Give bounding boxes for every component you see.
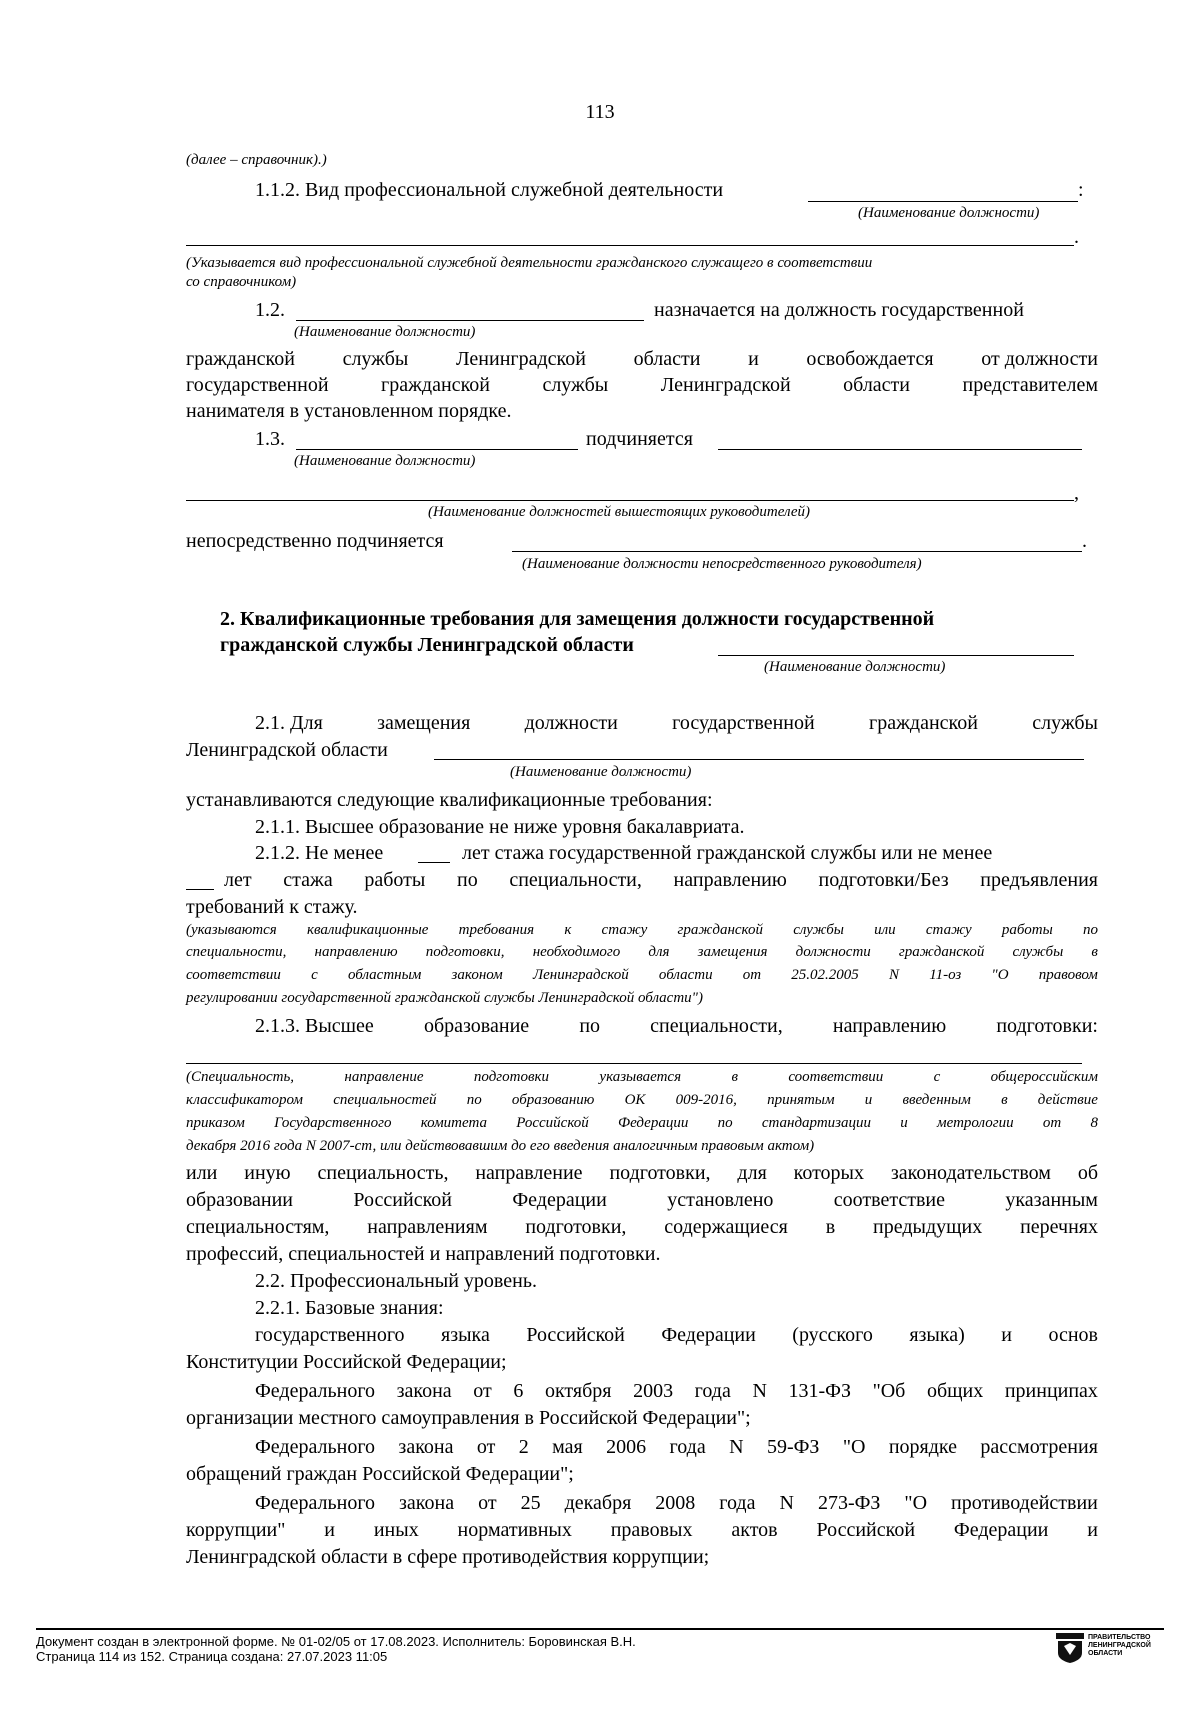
line-continuation: (далее – справочник).) bbox=[186, 152, 327, 168]
field-caption: (Наименование должности непосредственного руководителя) bbox=[522, 556, 922, 572]
paragraph-line: гражданской службы Ленинградской области и освобождается от должности bbox=[186, 348, 1098, 370]
field-caption: со справочником) bbox=[186, 274, 297, 290]
field-caption: (Наименование должности) bbox=[764, 659, 946, 675]
punct: . bbox=[1074, 226, 1079, 248]
footer-doc-info: Документ создан в электронной форме. № 01-02/05 от 17.08.2023. Исполнитель: Боровинская В.Н. bbox=[36, 1634, 636, 1649]
paragraph-line: 2.1.3. Высшее образование по специальности, направлению подготовки: bbox=[255, 1015, 1098, 1037]
blank-line bbox=[296, 320, 644, 321]
paragraph-line: нанимателя в установленном порядке. bbox=[186, 400, 512, 422]
blank-line bbox=[434, 759, 1084, 760]
punct: , bbox=[1074, 482, 1079, 504]
clause-number: 1.2. bbox=[255, 299, 285, 321]
note-line: (Специальность, направление подготовки указывается в соответствии с общероссийским bbox=[186, 1069, 1098, 1085]
blank-line bbox=[296, 449, 578, 450]
note-line: регулировании государственной гражданской службы Ленинградской области") bbox=[186, 990, 703, 1006]
paragraph-line: Федерального закона от 25 декабря 2008 года N 273-ФЗ "О противодействии bbox=[255, 1492, 1098, 1514]
blank-line bbox=[186, 245, 1074, 246]
section-heading: гражданской службы Ленинградской области bbox=[220, 634, 634, 656]
blank-line bbox=[186, 500, 1074, 501]
blank-line bbox=[808, 201, 1078, 202]
clause-1-1-2: 1.1.2. Вид профессиональной служебной деятельности bbox=[255, 179, 724, 201]
field-caption: (Наименование должности) bbox=[294, 453, 476, 469]
blank-line bbox=[418, 862, 450, 863]
blank-line bbox=[186, 889, 214, 890]
blank-line bbox=[186, 1063, 1082, 1064]
clause-text: подчиняется bbox=[586, 428, 693, 450]
blank-line bbox=[718, 449, 1082, 450]
page-number: 113 bbox=[585, 101, 615, 123]
paragraph-line: или иную специальность, направление подготовки, для которых законодательством об bbox=[186, 1162, 1098, 1184]
punct: . bbox=[1082, 530, 1087, 552]
blank-line bbox=[718, 655, 1074, 656]
paragraph-line: устанавливаются следующие квалификационные требования: bbox=[186, 789, 713, 811]
clause-text: назначается на должность государственной bbox=[654, 299, 1024, 321]
government-logo-text: ПРАВИТЕЛЬСТВО ЛЕНИНГРАДСКОЙ ОБЛАСТИ bbox=[1088, 1634, 1151, 1657]
field-caption: (Указывается вид профессиональной служебной деятельности гражданского служащего в соответствии bbox=[186, 255, 873, 271]
clause-text: лет стажа государственной гражданской службы или не менее bbox=[462, 842, 993, 864]
footer-divider bbox=[36, 1628, 1164, 1630]
punct: : bbox=[1078, 179, 1084, 201]
clause-2-1-2: 2.1.2. Не менее bbox=[255, 842, 384, 864]
note-line: приказом Государственного комитета Российской Федерации по стандартизации и метрологии от 8 bbox=[186, 1115, 1098, 1131]
paragraph-line: образовании Российской Федерации установлено соответствие указанным bbox=[186, 1189, 1098, 1211]
note-line: (указываются квалификационные требования к стажу гражданской службы или стажу работы по bbox=[186, 922, 1098, 938]
government-emblem-icon bbox=[1056, 1633, 1084, 1663]
paragraph-line: обращений граждан Российской Федерации"; bbox=[186, 1463, 574, 1485]
paragraph-line: организации местного самоуправления в Российской Федерации"; bbox=[186, 1407, 751, 1429]
paragraph-line: государственной гражданской службы Ленинградской области представителем bbox=[186, 374, 1098, 396]
blank-line bbox=[512, 551, 1082, 552]
paragraph-line: специальностям, направлениям подготовки, содержащиеся в предыдущих перечнях bbox=[186, 1216, 1098, 1238]
clause-2-2: 2.2. Профессиональный уровень. bbox=[255, 1270, 537, 1292]
field-caption: (Наименование должности) bbox=[510, 764, 692, 780]
paragraph-line: Конституции Российской Федерации; bbox=[186, 1351, 507, 1373]
note-line: соответствии с областным законом Ленинградской области от 25.02.2005 N 11-оз "О правовом bbox=[186, 967, 1098, 983]
paragraph-line: Федерального закона от 6 октября 2003 года N 131-ФЗ "Об общих принципах bbox=[255, 1380, 1098, 1402]
note-line: классификатором специальностей по образованию ОК 009-2016, принятым и введенным в действие bbox=[186, 1092, 1098, 1108]
paragraph-line: 2.1. Для замещения должности государственной гражданской службы bbox=[255, 712, 1098, 734]
clause-text: непосредственно подчиняется bbox=[186, 530, 444, 552]
paragraph-line: Ленинградской области в сфере противодействия коррупции; bbox=[186, 1546, 710, 1568]
paragraph-line: лет стажа работы по специальности, направлению подготовки/Без предъявления bbox=[224, 869, 1098, 891]
paragraph-line: государственного языка Российской Федерации (русского языка) и основ bbox=[255, 1324, 1098, 1346]
clause-2-2-1: 2.2.1. Базовые знания: bbox=[255, 1297, 444, 1319]
paragraph-line: коррупции" и иных нормативных правовых актов Российской Федерации и bbox=[186, 1519, 1098, 1541]
note-line: декабря 2016 года N 2007-ст, или действовавшим до его введения аналогичным правовым актом) bbox=[186, 1138, 815, 1154]
section-heading: 2. Квалификационные требования для замещения должности государственной bbox=[220, 608, 935, 630]
clause-2-1-1: 2.1.1. Высшее образование не ниже уровня бакалавриата. bbox=[255, 816, 745, 838]
paragraph-line: Федерального закона от 2 мая 2006 года N 59-ФЗ "О порядке рассмотрения bbox=[255, 1436, 1098, 1458]
footer-page-info: Страница 114 из 152. Страница создана: 27.07.2023 11:05 bbox=[36, 1649, 388, 1664]
clause-number: 1.3. bbox=[255, 428, 285, 450]
field-caption: (Наименование должностей вышестоящих руководителей) bbox=[428, 504, 811, 520]
paragraph-line: требований к стажу. bbox=[186, 896, 358, 918]
field-caption: (Наименование должности) bbox=[858, 205, 1040, 221]
paragraph-line: профессий, специальностей и направлений подготовки. bbox=[186, 1243, 661, 1265]
note-line: специальности, направлению подготовки, необходимого для замещения должности гражданской службы в bbox=[186, 944, 1098, 960]
field-caption: (Наименование должности) bbox=[294, 324, 476, 340]
paragraph-line: Ленинградской области bbox=[186, 739, 388, 761]
